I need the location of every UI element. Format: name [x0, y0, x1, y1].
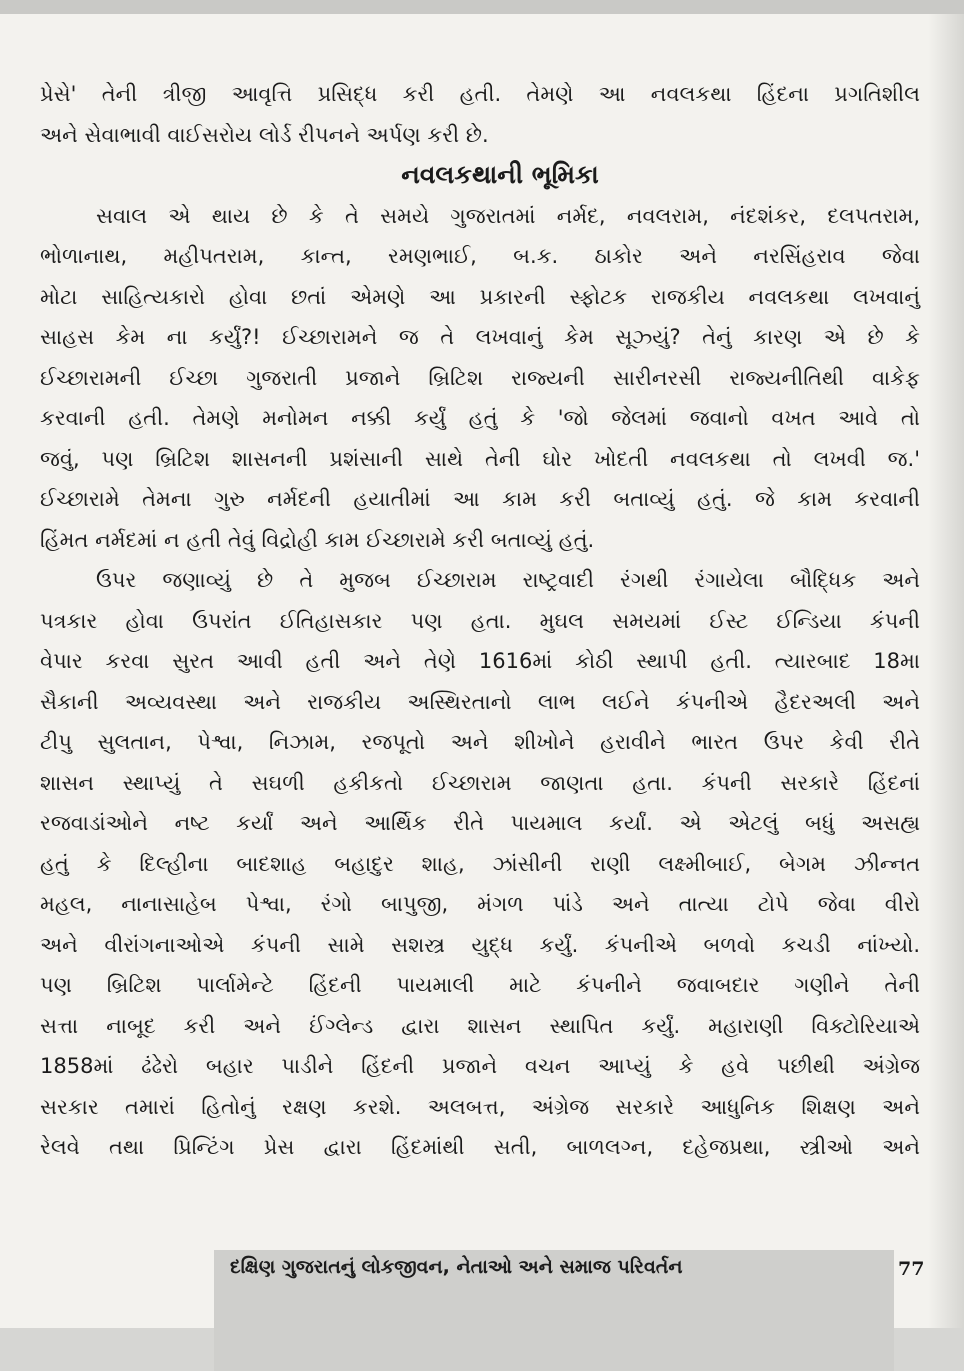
page-gutter-shadow	[928, 14, 964, 1344]
paragraph-2-line: સરકાર તમારાં હિતોનું રક્ષણ કરશે. અલબત્ત, અંગ્રેજ સરકારે આધુનિક શિક્ષણ અને	[40, 1094, 920, 1119]
paragraph-1-line: સવાલ એ થાય છે કે તે સમયે ગુજરાતમાં નર્મદ, નવલરામ, નંદશંકર, દલપતરામ,	[96, 203, 920, 228]
paragraph-2-line: પણ બ્રિટિશ પાર્લામેન્ટે હિંદની પાયમાલી માટે કંપનીને જવાબદાર ગણીને તેની	[40, 973, 920, 997]
paragraph-2-line: રેલવે તથા પ્રિન્ટિંગ પ્રેસ દ્વારા હિંદમાંથી સતી, બાળલગ્ન, દહેજપ્રથા, સ્ત્રીઓ અને	[40, 1135, 920, 1159]
intro-line: પ્રેસે' તેની ત્રીજી આવૃત્તિ પ્રસિદ્ધ કરી હતી. તેમણે આ નવલકથા હિંદના પ્રગતિશીલ	[40, 82, 920, 106]
paragraph-1-line: ઈચ્છારામની ઈચ્છા ગુજરાતી પ્રજાને બ્રિટિશ રાજ્યની સારીનરસી રાજ્યનીતિથી વાકેફ	[40, 365, 920, 390]
paragraph-2-line: હતું કે દિલ્હીના બાદશાહ બહાદુર શાહ, ઝાંસીની રાણી લક્ષ્મીબાઈ, બેગમ ઝીન્નત	[40, 851, 920, 876]
paragraph-2-line: અને વીરાંગનાઓએ કંપની સામે સશસ્ત્ર યુદ્ધ કર્યું. કંપનીએ બળવો કચડી નાંખ્યો.	[40, 932, 920, 957]
paragraph-1-line: ભોળાનાથ, મહીપતરામ, કાન્ત, રમણભાઈ, બ.ક. ઠાકોર અને નરસિંહરાવ જેવા	[40, 244, 920, 268]
paragraph-2-line: ઉપર જણાવ્યું છે તે મુજબ ઈચ્છારામ રાષ્ટ્રવાદી રંગથી રંગાયેલા બૌદ્ધિક અને	[96, 568, 920, 592]
paragraph-1-line: મોટા સાહિત્યકારો હોવા છતાં એમણે આ પ્રકારની સ્ફોટક રાજકીય નવલકથા લખવાનું	[40, 284, 920, 309]
paragraph-1-line: કરવાની હતી. તેમણે મનોમન નક્કી કર્યું હતું કે 'જો જેલમાં જવાનો વખત આવે તો	[40, 406, 920, 430]
paragraph-2-line: 1858માં ઢંઢેરો બહાર પાડીને હિંદની પ્રજાને વચન આપ્યું કે હવે પછીથી અંગ્રેજ	[40, 1054, 920, 1078]
section-heading: નવલકથાની ભૂમિકા	[401, 160, 599, 189]
paragraph-1-line: ઈચ્છારામે તેમના ગુરુ નર્મદની હયાતીમાં આ કામ કરી બતાવ્યું હતું. જે કામ કરવાની	[40, 487, 920, 511]
paragraph-1-line: જવું, પણ બ્રિટિશ શાસનની પ્રશંસાની સાથે તેની ઘોર ખોદતી નવલકથા તો લખવી જ.'	[40, 446, 920, 471]
paragraph-2-line: શાસન સ્થાપ્યું તે સઘળી હકીકતો ઈચ્છારામ જાણતા હતા. કંપની સરકારે હિંદનાં	[40, 770, 920, 795]
paragraph-2-line: સૈકાની અવ્યવસ્થા અને રાજકીય અસ્થિરતાનો લાભ લઈને કંપનીએ હૈદરઅલી અને	[40, 689, 920, 714]
paragraph-1-line: હિંમત નર્મદમાં ન હતી તેવું વિદ્રોહી કામ ઈચ્છારામે કરી બતાવ્યું હતું.	[40, 527, 595, 552]
paragraph-2-line: ટીપુ સુલતાન, પેશ્વા, નિઝામ, રજપૂતો અને શીખોને હરાવીને ભારત ઉપર કેવી રીતે	[40, 730, 920, 754]
page-number: 77	[898, 1258, 925, 1280]
page-body-text	[40, 74, 920, 1168]
paragraph-2-line: સત્તા નાબૂદ કરી અને ઈંગ્લેન્ડ દ્વારા શાસન સ્થાપિત કર્યું. મહારાણી વિક્ટોરિયાએ	[40, 1013, 920, 1038]
paragraph-1-line: સાહસ કેમ ના કર્યું?! ઈચ્છારામને જ તે લખવાનું કેમ સૂઝ્યું? તેનું કારણ એ છે કે	[40, 325, 920, 349]
paragraph-2-line: રજવાડાંઓને નષ્ટ કર્યાં અને આર્થિક રીતે પાયમાલ કર્યાં. એ એટલું બધું અસહ્ય	[40, 811, 920, 835]
intro-line: અને સેવાભાવી વાઈસરોય લોર્ડ રીપનને અર્પણ કરી છે.	[40, 122, 489, 147]
paragraph-2-line: મહલ, નાનાસાહેબ પેશ્વા, રંગો બાપુજી, મંગળ પાંડે અને તાત્યા ટોપે જેવા વીરો	[40, 892, 920, 916]
paragraph-2-line: પત્રકાર હોવા ઉપરાંત ઈતિહાસકાર પણ હતા. મુઘલ સમયમાં ઈસ્ટ ઈન્ડિયા કંપની	[40, 608, 920, 633]
footer-book-title: દક્ષિણ ગુજરાતનું લોકજીવન, નેતાઓ અને સમાજ પરિવર્તન	[230, 1256, 683, 1278]
paragraph-2-line: વેપાર કરવા સુરત આવી હતી અને તેણે 1616માં કોઠી સ્થાપી હતી. ત્યારબાદ 18મા	[40, 649, 920, 673]
